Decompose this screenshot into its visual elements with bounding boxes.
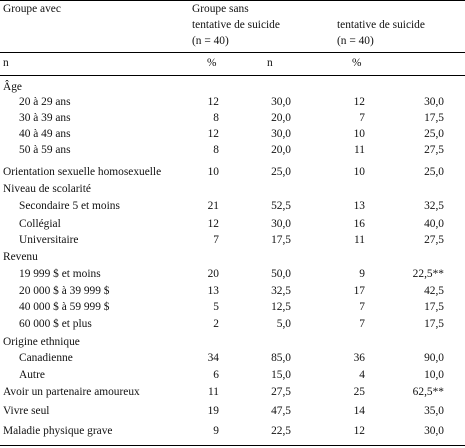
- cell-pct-group2: 42,5: [424, 285, 444, 297]
- row-label: Collégial: [19, 218, 61, 230]
- cell-pct-group2: 22,5**: [412, 268, 444, 280]
- cell-pct-group2: 62,5**: [412, 386, 444, 398]
- subheader-rule: [0, 75, 465, 76]
- cell-n-group2: 9: [359, 268, 365, 280]
- row-label: Avoir un partenaire amoureux: [3, 386, 140, 398]
- row-label: Vivre seul: [3, 405, 50, 417]
- cell-pct-group1: 15,0: [271, 369, 291, 381]
- subheader-pct1: %: [207, 57, 217, 69]
- header-group2-line2: (n = 40): [337, 35, 374, 47]
- cell-n-group2: 4: [359, 369, 365, 381]
- cell-n-group1: 9: [213, 425, 219, 437]
- cell-pct-group2: 25,0: [424, 166, 444, 178]
- cell-n-group2: 12: [353, 425, 365, 437]
- cell-pct-group1: 27,5: [271, 386, 291, 398]
- cell-pct-group1: 5,0: [276, 318, 291, 330]
- cell-n-group2: 7: [359, 301, 365, 313]
- cell-pct-group2: 25,0: [424, 128, 444, 140]
- cell-n-group2: 25: [353, 386, 365, 398]
- cell-pct-group2: 30,0: [424, 96, 444, 108]
- cell-pct-group2: 17,5: [424, 301, 444, 313]
- row-label: Autre: [19, 369, 45, 381]
- cell-n-group2: 7: [359, 112, 365, 124]
- cell-n-group2: 11: [354, 144, 365, 156]
- row-label: 40 à 49 ans: [19, 128, 71, 140]
- row-label: Âge: [3, 81, 22, 93]
- row-label: Revenu: [3, 251, 38, 263]
- cell-pct-group1: 20,0: [271, 112, 291, 124]
- row-label: Universitaire: [19, 234, 79, 246]
- cell-pct-group2: 90,0: [424, 352, 444, 364]
- cell-pct-group1: 30,0: [271, 218, 291, 230]
- cell-pct-group1: 30,0: [271, 128, 291, 140]
- header-group1-line1: Groupe sans: [192, 3, 249, 15]
- cell-n-group2: 10: [353, 128, 365, 140]
- cell-pct-group2: 10,0: [424, 369, 444, 381]
- row-label: 40 000 $ à 59 999 $: [19, 301, 110, 313]
- cell-pct-group1: 47,5: [271, 405, 291, 417]
- row-label: Canadienne: [19, 352, 73, 364]
- row-label: 60 000 $ et plus: [19, 318, 92, 330]
- cell-n-group1: 8: [213, 112, 219, 124]
- row-label: Maladie physique grave: [3, 425, 113, 437]
- cell-pct-group2: 35,0: [424, 405, 444, 417]
- cell-n-group2: 36: [353, 352, 365, 364]
- cell-n-group1: 10: [207, 166, 219, 178]
- row-label: Secondaire 5 et moins: [19, 200, 120, 212]
- row-label: Origine ethnique: [3, 336, 80, 348]
- cell-pct-group2: 27,5: [424, 234, 444, 246]
- row-label: Niveau de scolarité: [3, 183, 91, 195]
- subheader-pct2: %: [352, 57, 362, 69]
- row-label: 19 999 $ et moins: [19, 268, 101, 280]
- cell-pct-group1: 20,0: [271, 144, 291, 156]
- cell-n-group1: 11: [208, 386, 219, 398]
- cell-pct-group2: 27,5: [424, 144, 444, 156]
- cell-n-group2: 14: [353, 405, 365, 417]
- cell-n-group1: 5: [213, 301, 219, 313]
- cell-n-group2: 12: [353, 96, 365, 108]
- cell-pct-group1: 22,5: [271, 425, 291, 437]
- row-label: Orientation sexuelle homosexuelle: [3, 166, 162, 178]
- cell-pct-group2: 32,5: [424, 200, 444, 212]
- top-rule: [0, 0, 465, 1]
- cell-n-group1: 19: [207, 405, 219, 417]
- header-group1-line3: (n = 40): [192, 35, 229, 47]
- subheader-n-label: n: [3, 57, 9, 69]
- cell-pct-group1: 30,0: [271, 96, 291, 108]
- cell-n-group1: 7: [213, 234, 219, 246]
- cell-n-group1: 13: [207, 285, 219, 297]
- cell-n-group2: 16: [353, 218, 365, 230]
- cell-pct-group2: 17,5: [424, 318, 444, 330]
- cell-n-group1: 34: [207, 352, 219, 364]
- cell-n-group1: 8: [213, 144, 219, 156]
- row-label: 20 à 29 ans: [19, 96, 71, 108]
- row-label: 50 à 59 ans: [19, 144, 71, 156]
- cell-n-group2: 10: [353, 166, 365, 178]
- cell-pct-group1: 25,0: [271, 166, 291, 178]
- header-col0: Groupe avec: [3, 3, 61, 15]
- cell-n-group2: 7: [359, 318, 365, 330]
- cell-n-group2: 13: [353, 200, 365, 212]
- cell-n-group1: 2: [213, 318, 219, 330]
- cell-pct-group2: 30,0: [424, 425, 444, 437]
- cell-n-group1: 21: [207, 200, 219, 212]
- cell-pct-group1: 32,5: [271, 285, 291, 297]
- cell-pct-group1: 12,5: [271, 301, 291, 313]
- cell-pct-group1: 85,0: [271, 352, 291, 364]
- row-label: 30 à 39 ans: [19, 112, 71, 124]
- cell-pct-group1: 17,5: [271, 234, 291, 246]
- header-group1-line2: tentative de suicide: [192, 19, 280, 31]
- cell-n-group1: 12: [207, 128, 219, 140]
- bottom-rule: [0, 445, 465, 446]
- cell-n-group1: 12: [207, 96, 219, 108]
- header-rule: [0, 52, 465, 53]
- cell-n-group1: 20: [207, 268, 219, 280]
- cell-n-group2: 11: [354, 234, 365, 246]
- subheader-n2: n: [267, 57, 273, 69]
- cell-pct-group1: 52,5: [271, 200, 291, 212]
- cell-n-group1: 6: [213, 369, 219, 381]
- header-group2-line1: tentative de suicide: [337, 19, 425, 31]
- row-label: 20 000 $ à 39 999 $: [19, 285, 110, 297]
- cell-pct-group2: 40,0: [424, 218, 444, 230]
- cell-pct-group1: 50,0: [271, 268, 291, 280]
- cell-pct-group2: 17,5: [424, 112, 444, 124]
- cell-n-group2: 17: [353, 285, 365, 297]
- cell-n-group1: 12: [207, 218, 219, 230]
